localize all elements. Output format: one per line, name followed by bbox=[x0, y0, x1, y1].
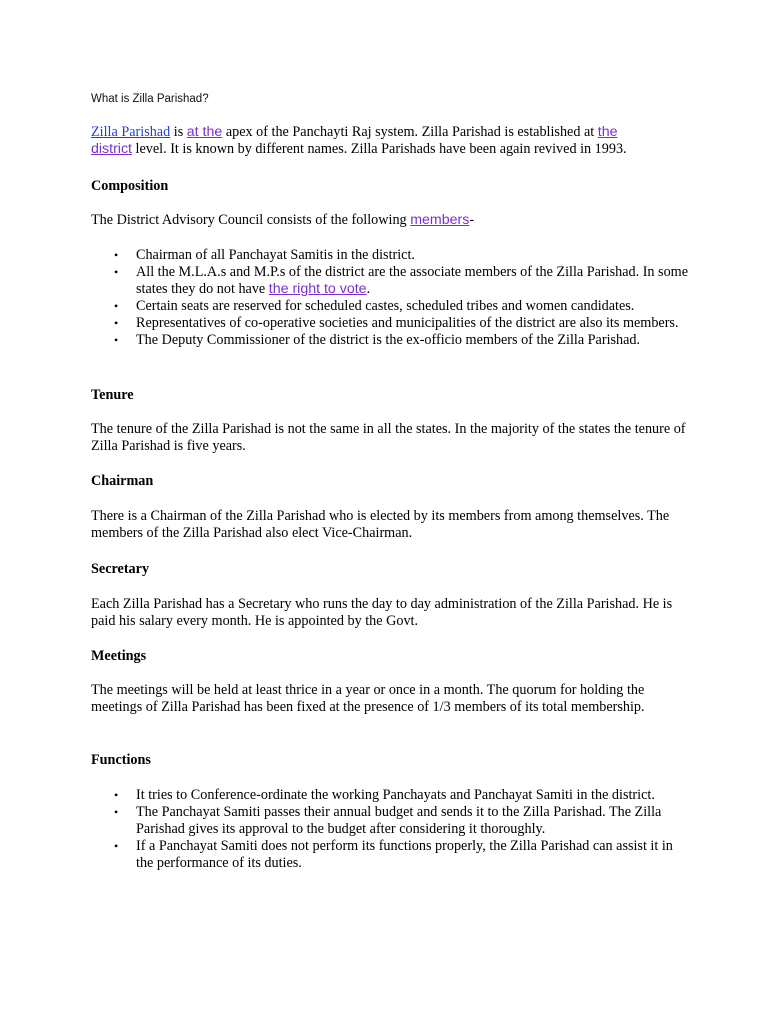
functions-list bbox=[91, 787, 691, 872]
bullet-icon: • bbox=[114, 299, 119, 313]
link-right-to-vote[interactable]: the right to vote bbox=[268, 281, 367, 297]
tenure-paragraph: The tenure of the Zilla Parishad is not the same in all the states. In the majority of the states the tenure of Zilla Parishad is five years. bbox=[91, 421, 686, 454]
list-item bbox=[91, 838, 691, 872]
secretary-paragraph: Each Zilla Parishad has a Secretary who runs the day to day administration of the Zilla Parishad. He is paid his salary every month. He is appointed by the Govt. bbox=[91, 596, 673, 629]
bullet-icon: • bbox=[114, 788, 119, 802]
list-item bbox=[91, 264, 691, 298]
list-item-suffix: . bbox=[366, 281, 371, 297]
intro-text-3: level. It is known by different names. Zilla Parishads have been again revived in 1993. bbox=[132, 141, 627, 157]
list-item-text: Certain seats are reserved for scheduled castes, scheduled tribes and women candidates. bbox=[136, 298, 635, 314]
list-item bbox=[91, 787, 691, 804]
heading-functions: Functions bbox=[91, 752, 151, 768]
intro-text-1: is bbox=[170, 124, 187, 140]
bullet-icon: • bbox=[114, 839, 119, 853]
heading-composition: Composition bbox=[91, 178, 169, 194]
intro-paragraph bbox=[91, 124, 691, 158]
list-item bbox=[91, 298, 691, 315]
heading-tenure: Tenure bbox=[91, 387, 134, 403]
list-item bbox=[91, 247, 691, 264]
composition-list bbox=[91, 247, 691, 349]
link-the[interactable]: the bbox=[597, 124, 618, 140]
link-zilla-parishad[interactable]: Zilla Parishad bbox=[91, 124, 171, 140]
bullet-icon: • bbox=[114, 316, 119, 330]
heading-secretary: Secretary bbox=[91, 561, 150, 577]
composition-lead bbox=[91, 212, 691, 229]
heading-meetings: Meetings bbox=[91, 648, 147, 664]
list-item-text: Representatives of co-operative societies and municipalities of the district are also its members. bbox=[136, 315, 679, 331]
list-item-text: The Deputy Commissioner of the district is the ex-officio members of the Zilla Parishad. bbox=[136, 332, 641, 348]
chairman-paragraph: There is a Chairman of the Zilla Parishad who is elected by its members from among themselves. The members of the Zilla Parishad also elect Vice-Chairman. bbox=[91, 508, 670, 541]
page-title: What is Zilla Parishad? bbox=[91, 93, 209, 105]
list-item-text: It tries to Conference-ordinate the working Panchayats and Panchayat Samiti in the district. bbox=[136, 787, 655, 803]
composition-lead-text: The District Advisory Council consists of the following bbox=[91, 212, 411, 228]
bullet-icon: • bbox=[114, 248, 119, 262]
bullet-icon: • bbox=[114, 333, 119, 347]
list-item-text: All the M.L.A.s and M.P.s of the district are the associate members of the Zilla Parishad. In some states they do not have bbox=[136, 264, 689, 297]
heading-chairman: Chairman bbox=[91, 473, 154, 489]
list-item-text: Chairman of all Panchayat Samitis in the district. bbox=[136, 247, 415, 263]
intro-text-2: apex of the Panchayti Raj system. Zilla Parishad is established at bbox=[222, 124, 598, 140]
bullet-icon: • bbox=[114, 265, 119, 279]
link-members[interactable]: members bbox=[410, 212, 470, 228]
bullet-icon: • bbox=[114, 805, 119, 819]
list-item bbox=[91, 332, 691, 349]
list-item bbox=[91, 315, 691, 332]
link-district[interactable]: district bbox=[91, 141, 132, 157]
composition-lead-suffix: - bbox=[469, 212, 475, 228]
list-item-text: If a Panchayat Samiti does not perform its functions properly, the Zilla Parishad can assist it in the performance of its duties. bbox=[136, 838, 673, 871]
list-item bbox=[91, 804, 691, 838]
link-at-the[interactable]: at the bbox=[186, 124, 223, 140]
meetings-paragraph: The meetings will be held at least thrice in a year or once in a month. The quorum for holding the meetings of Zilla Parishad has been fixed at the presence of 1/3 members of its total membership. bbox=[91, 682, 645, 715]
list-item-text: The Panchayat Samiti passes their annual budget and sends it to the Zilla Parishad. The Zilla Parishad gives its approval to the budget after considering it thoroughly. bbox=[136, 804, 662, 837]
